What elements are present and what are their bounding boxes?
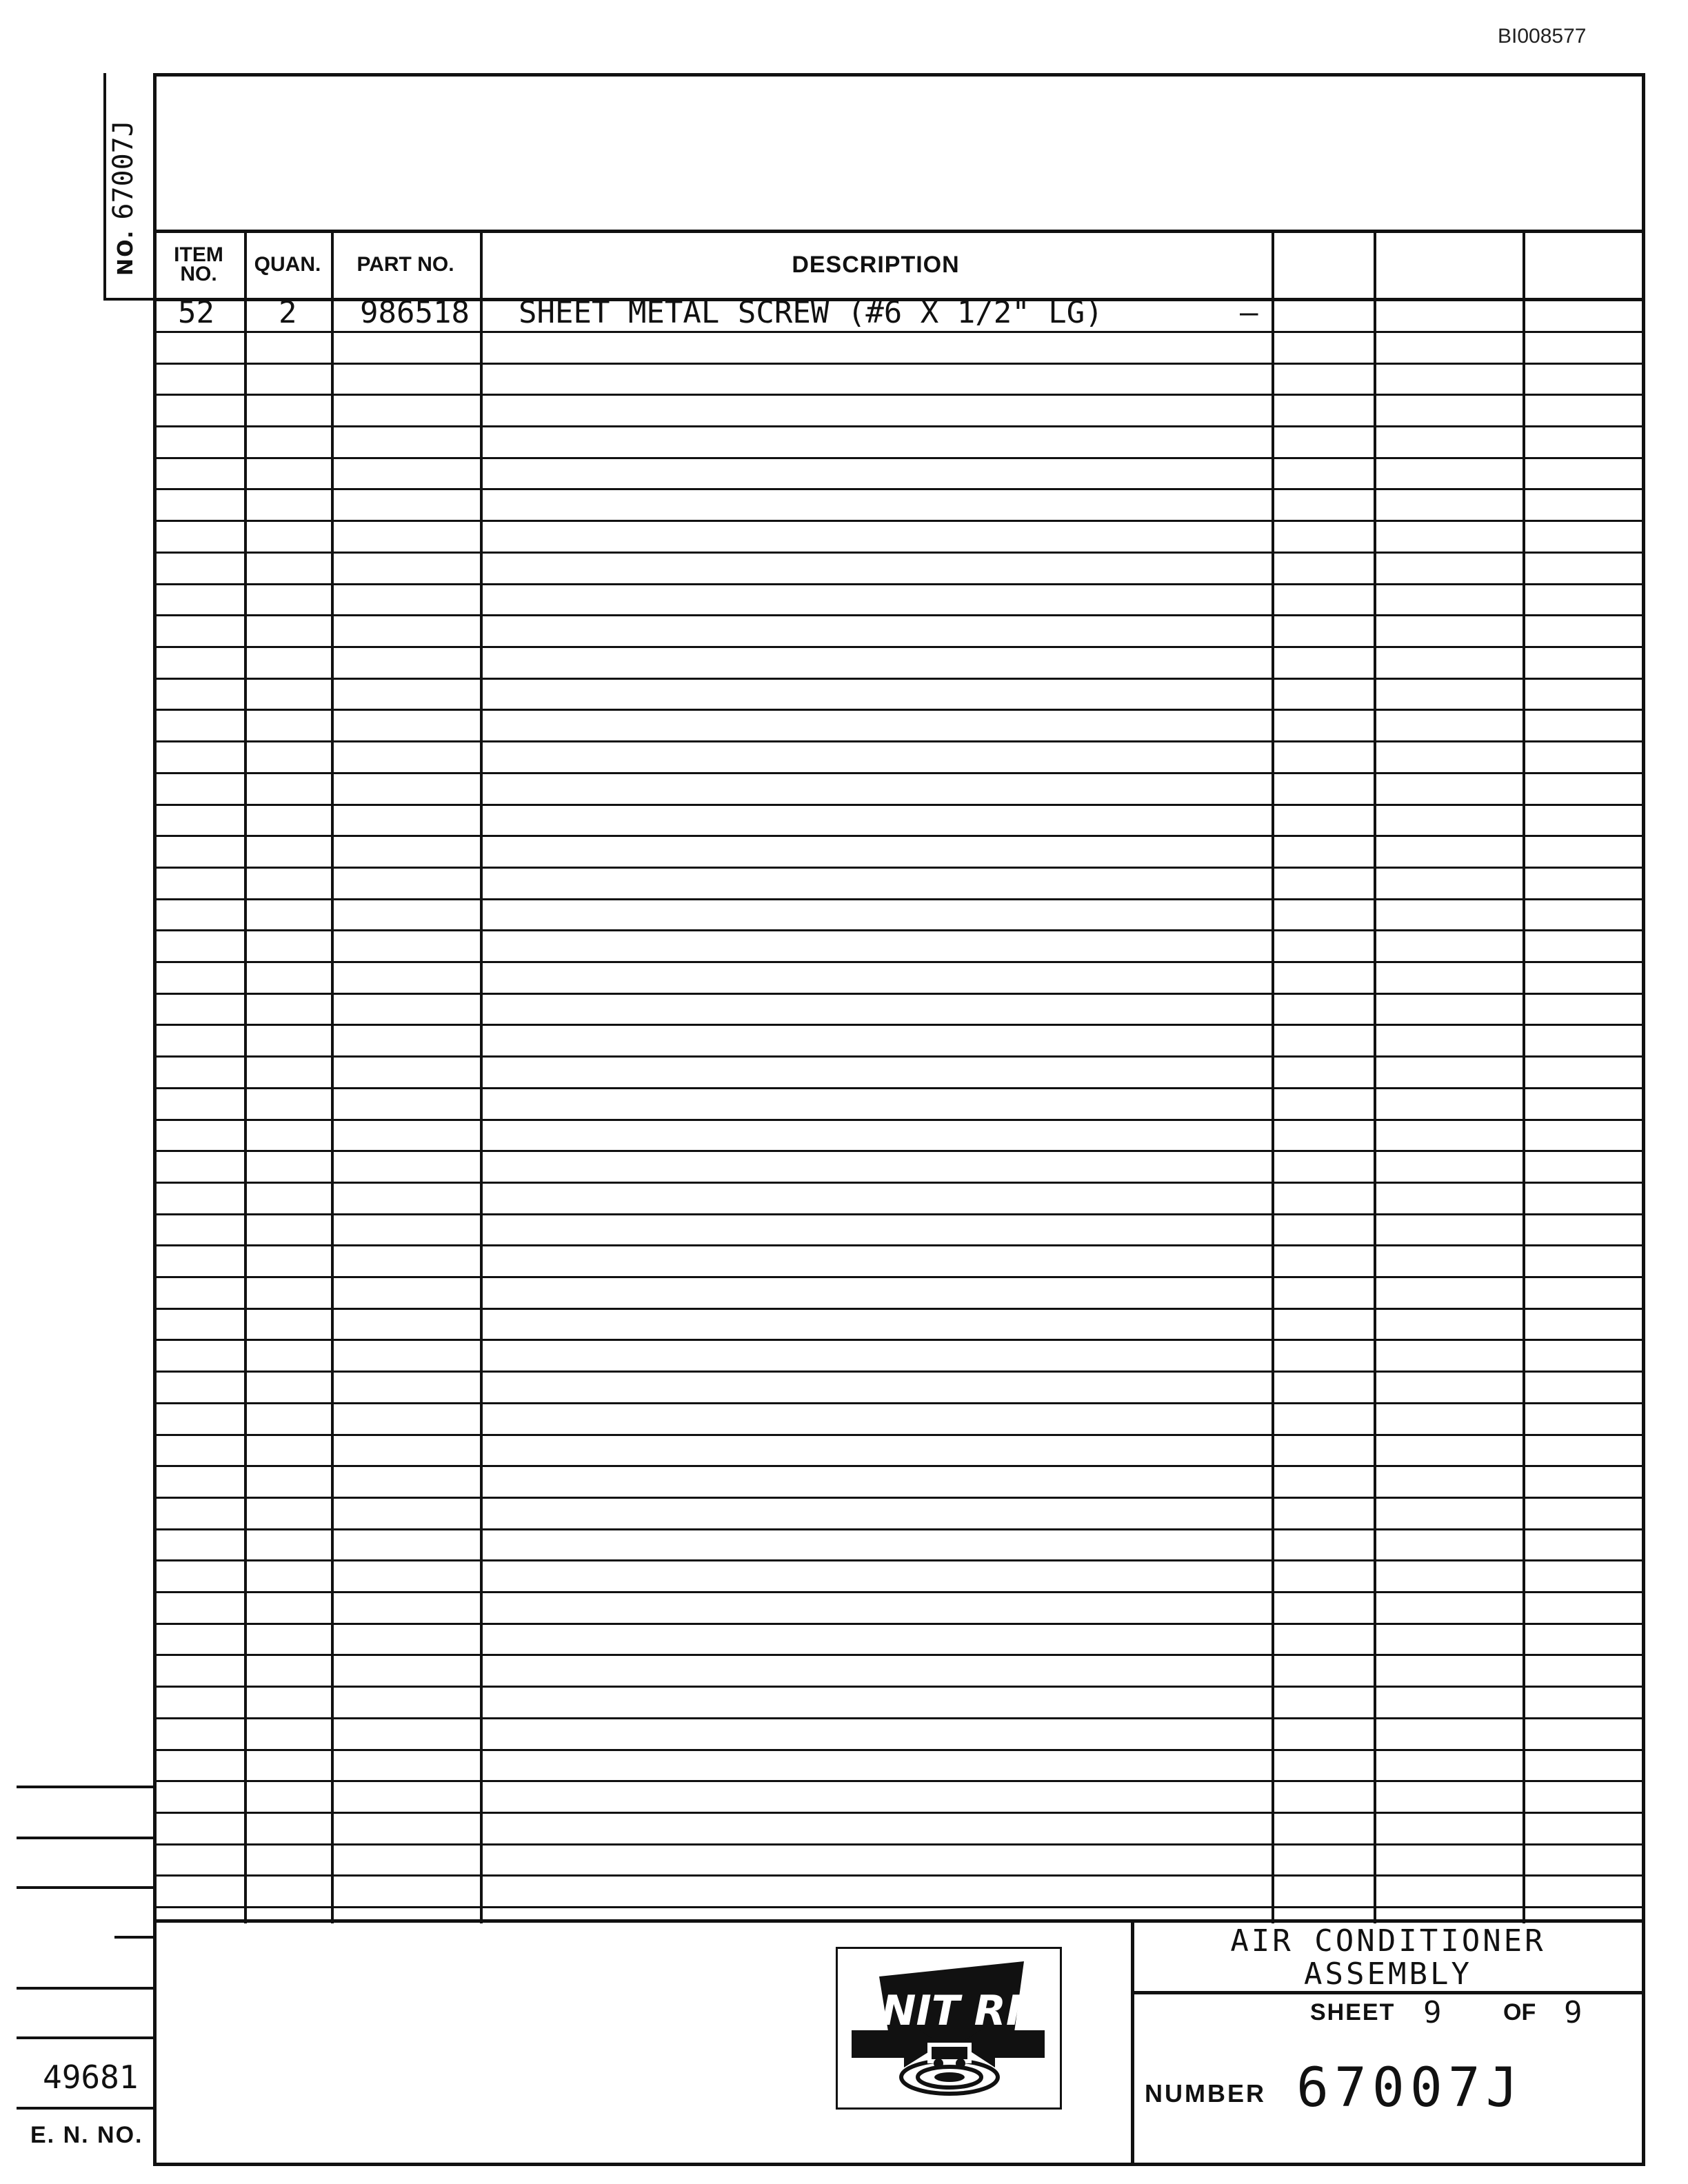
table-row-line [153, 457, 1645, 459]
sheet-label: SHEET [1310, 1999, 1396, 2025]
table-row-line [153, 1906, 1645, 1908]
margin-line [17, 1886, 156, 1889]
column-divider [1374, 232, 1376, 1923]
drawing-number: 67007J [1296, 2057, 1524, 2119]
table-row-line [153, 583, 1645, 585]
margin-line [17, 1837, 156, 1839]
en-divider [17, 2107, 156, 2110]
table-row-line [153, 1119, 1645, 1121]
table-row-line [153, 1497, 1645, 1499]
header-quan: QUAN. [254, 253, 321, 276]
table-row-line [153, 1276, 1645, 1278]
table-row-line [153, 1465, 1645, 1467]
sheet-value: 9 [1423, 1995, 1442, 2030]
table-row-line [153, 678, 1645, 680]
unit-rig-logo-icon [838, 1949, 1060, 2107]
of-label: OF [1503, 1999, 1536, 2025]
document-id: BI008577 [1498, 25, 1587, 48]
number-label: NUMBER [1145, 2079, 1266, 2107]
margin-line [17, 2036, 156, 2039]
drawing-title-line2: ASSEMBLY [1304, 1957, 1472, 1992]
table-row-line [153, 394, 1645, 396]
table-row-line [153, 1182, 1645, 1184]
row-1-mark: — [1240, 295, 1258, 330]
table-row-line [153, 804, 1645, 806]
table-row-line [153, 1749, 1645, 1751]
row-1-part-no: 986518 [360, 295, 470, 330]
number-tab-label: NO. [114, 229, 138, 276]
table-row-line [153, 614, 1645, 616]
table-row-line [153, 1780, 1645, 1782]
en-number-value: 49681 [43, 2059, 139, 2096]
table-row-line [153, 520, 1645, 522]
margin-line [17, 1786, 156, 1788]
table-row-line [153, 1434, 1645, 1436]
unit-rig-logo [836, 1947, 1062, 2110]
table-row-line [153, 488, 1645, 490]
number-tab-text [108, 120, 139, 276]
table-row-line [153, 1686, 1645, 1688]
table-row-line [153, 1308, 1645, 1310]
margin-line [17, 1987, 156, 1990]
table-row-line [153, 1024, 1645, 1026]
drawing-title-line1: AIR CONDITIONER [1230, 1923, 1546, 1959]
of-value: 9 [1564, 1995, 1582, 2030]
table-row-line [153, 331, 1645, 333]
table-row-line [153, 425, 1645, 427]
table-row-line [153, 1591, 1645, 1593]
table-row-line [153, 1371, 1645, 1373]
header-description: DESCRIPTION [792, 252, 960, 278]
table-row-line [153, 1843, 1645, 1846]
table-row-line [153, 898, 1645, 900]
table-row-line [153, 929, 1645, 931]
table-row-line [153, 835, 1645, 837]
table-row-line [153, 772, 1645, 774]
parts-table [153, 232, 1645, 1923]
column-divider [244, 232, 247, 1923]
column-divider [1523, 232, 1525, 1923]
table-row-line [153, 740, 1645, 742]
table-row-line [153, 1623, 1645, 1625]
number-tab-value: 67007J [108, 120, 139, 220]
table-row-line [153, 1402, 1645, 1404]
table-row-line [153, 709, 1645, 711]
table-row-line [153, 1213, 1645, 1215]
table-row-line [153, 1717, 1645, 1719]
table-row-line [153, 1812, 1645, 1814]
table-row-line [153, 1150, 1645, 1152]
row-1-quan: 2 [279, 295, 297, 330]
table-row-line [153, 1244, 1645, 1246]
column-divider [331, 232, 334, 1923]
table-row-line [153, 961, 1645, 963]
table-row-line [153, 1874, 1645, 1877]
column-divider [480, 232, 483, 1923]
en-number-label: E. N. NO. [30, 2122, 143, 2148]
row-1-description: SHEET METAL SCREW (#6 X 1/2" LG) [519, 295, 1103, 330]
table-row-line [153, 363, 1645, 365]
table-row-line [153, 993, 1645, 995]
table-row-line [153, 1055, 1645, 1058]
top-blank-area [153, 73, 1645, 233]
table-row-line [153, 1654, 1645, 1656]
row-1-item-no: 52 [178, 295, 214, 330]
table-row-line [153, 552, 1645, 554]
table-row-line [153, 1087, 1645, 1089]
table-row-line [153, 1528, 1645, 1530]
column-divider [1272, 232, 1274, 1923]
table-row-line [153, 867, 1645, 869]
table-row-line [153, 646, 1645, 648]
table-row-line [153, 1339, 1645, 1341]
margin-line [114, 1936, 156, 1939]
table-row-line [153, 1559, 1645, 1561]
logo-text: UNIT RIG [847, 1987, 1056, 2035]
header-item-no: ITEM NO. [174, 243, 223, 285]
header-part-no: PART NO. [356, 253, 454, 276]
